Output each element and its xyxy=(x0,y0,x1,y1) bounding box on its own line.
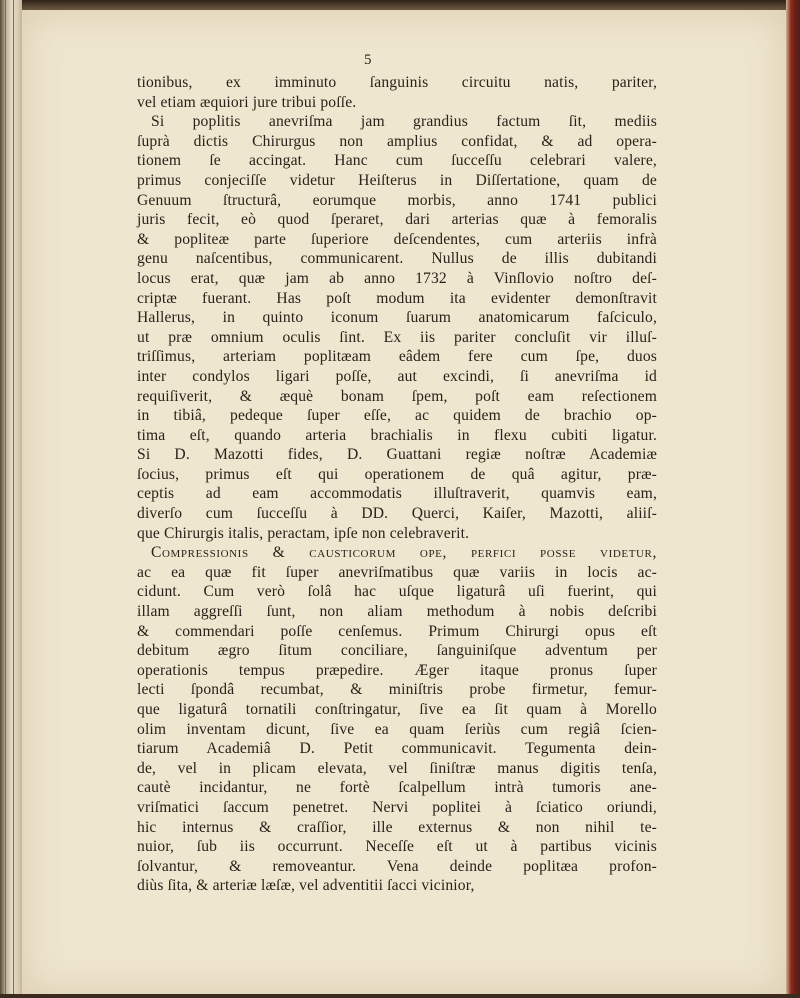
top-edge xyxy=(0,0,800,10)
text-line: Hallerus, in quinto iconum ſuarum anatomicarum faſciculo, xyxy=(137,309,657,327)
text-line: Si D. Mazotti fides, D. Guattani regiæ noſtræ Academiæ xyxy=(137,446,657,464)
page-bottom-edge xyxy=(0,994,800,998)
text-line: ſuprà dictis Chirurgus non amplius confidat, & ad opera- xyxy=(137,132,657,150)
text-line: vriſmatici ſaccum penetret. Nervi poplitei à ſciatico oriundi, xyxy=(137,798,657,816)
text-line: requiſiverit, & æquè bonam ſpem, poſt eam reſectionem xyxy=(137,387,657,405)
text-line: ſocius, primus eſt qui operationem de quâ agitur, præ- xyxy=(137,465,657,483)
text-line: lecti ſpondâ recumbat, & miniſtris probe firmetur, femur- xyxy=(137,681,657,699)
text-line: hic internus & craſſior, ille externus & non nihil te- xyxy=(137,818,657,836)
text-line: Compressionis & cauſticorum ope, perfici poſſe videtur, xyxy=(151,544,657,562)
text-line: triſſimus, arteriam poplitæam eâdem fere cum ſpe, duos xyxy=(137,348,657,366)
spine-line xyxy=(13,0,14,998)
text-line: debitum ægro ſitum conciliare, ſanguiniſque adventum per xyxy=(137,642,657,660)
text-line: juris fecit, eò quod ſperaret, dari arterias quæ à femoralis xyxy=(137,211,657,229)
text-line: diverſo cum ſucceſſu à DD. Querci, Kaiſer, Mazotti, aliiſ- xyxy=(137,505,657,523)
spine-line xyxy=(5,0,6,998)
text-line: diùs ſita, & arteriæ læſæ, vel adventitii ſacci vicinior, xyxy=(137,877,475,895)
text-line: tionem ſe accingat. Hanc cum ſucceſſu celebrari valere, xyxy=(137,152,657,170)
text-line: inter condylos ligari poſſe, aut excindi, ſi anevriſma id xyxy=(137,367,657,385)
text-line: Si poplitis anevriſma jam grandius factum ſit, mediis xyxy=(151,113,657,131)
text-line: ceptis ad eam accommodatis illuſtraverit, quamvis eam, xyxy=(137,485,657,503)
text-line: cautè incidantur, ne fortè ſcalpellum intrà tumoris ane- xyxy=(137,779,657,797)
book-spine xyxy=(0,0,22,998)
text-line: in tibiâ, pedeque ſuper eſſe, ac quidem de brachio op- xyxy=(137,407,657,425)
text-line: ut præ omnium oculis ſint. Ex iis pariter concluſit vir illuſ- xyxy=(137,328,657,346)
text-line: ſolvantur, & removeantur. Vena deinde poplitæa profon- xyxy=(137,857,657,875)
text-line: & popliteæ parte ſuperiore deſcendentes, cum arteriis infrà xyxy=(137,230,657,248)
text-line: vel etiam æquiori jure tribui poſſe. xyxy=(137,93,357,111)
text-line: locus erat, quæ jam ab anno 1732 à Vinſlovio noſtro deſ- xyxy=(137,269,657,287)
text-line: ac ea quæ fit ſuper anevriſmatibus quæ variis in locis ac- xyxy=(137,563,657,581)
text-line: & commendari poſſe cenſemus. Primum Chirurgi opus eſt xyxy=(137,622,657,640)
text-line: cidunt. Cum verò ſolâ hac uſque ligaturâ uſi fuerint, qui xyxy=(137,583,657,601)
page-number: 5 xyxy=(364,52,372,68)
text-line: que ligaturâ tornatili conſtringatur, ſive ea ſit quam à Morello xyxy=(137,701,657,718)
text-line: tiarum Academiâ D. Petit communicavit. Tegumenta dein- xyxy=(137,740,657,758)
text-line: illam aggreſſi ſunt, non aliam methodum à nobis deſcribi xyxy=(137,603,657,621)
text-line: nuior, ſub iis occurrunt. Neceſſe eſt ut à partibus vicinis xyxy=(137,838,657,856)
text-line: olim inventam dicunt, ſive ea quam ſeriùs cum regiâ ſcien- xyxy=(137,720,657,738)
page-right-edge xyxy=(786,0,800,998)
text-line: Genuum ſtructurâ, eorumque morbis, anno 1741 publici xyxy=(137,191,657,209)
text-line: primus conjeciſſe videtur Heiſterus in Diſſertatione, quam de xyxy=(137,171,657,189)
text-line: tionibus, ex imminuto ſanguinis circuitu natis, pariter, xyxy=(137,74,657,91)
body-text xyxy=(137,73,657,896)
text-line: operationis tempus præpedire. Æger itaque pronus ſuper xyxy=(137,661,657,679)
text-line: que Chirurgis italis, peractam, ipſe non celebraverit. xyxy=(137,524,470,542)
text-line: tima eſt, quando arteria brachialis in flexu cubiti ligatur. xyxy=(137,426,657,444)
text-line: genu naſcentibus, communicarent. Nullus de illis dubitandi xyxy=(137,250,657,268)
text-line: criptæ fuerant. Has poſt modum ita evidenter demonſtravit xyxy=(137,289,657,307)
text-line: de, vel in plicam elevata, vel ſiniſtræ manus digitis tenſa, xyxy=(137,759,657,777)
